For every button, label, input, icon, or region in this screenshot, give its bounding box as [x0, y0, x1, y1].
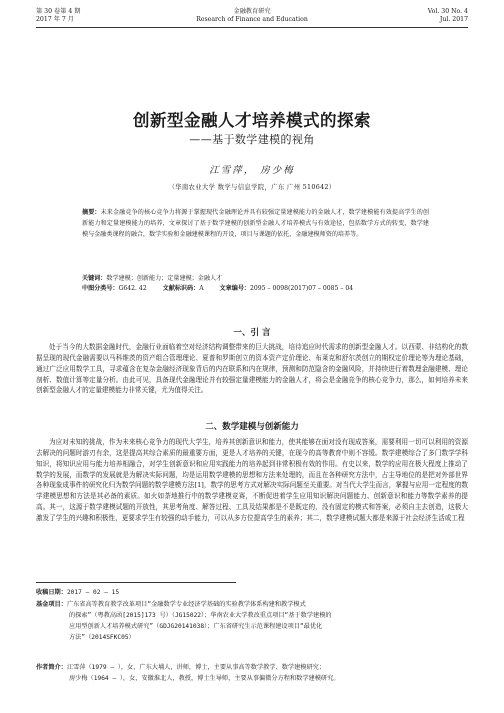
- clc-label: 中图分类号：: [82, 285, 119, 292]
- footnote-divider: [36, 582, 236, 583]
- section-heading-intro: 一、引 言: [233, 328, 271, 338]
- doc-code: A: [199, 285, 204, 292]
- footnote-fund: [36, 599, 444, 643]
- header-divider: [36, 27, 468, 28]
- volume-issue-en: Vol. 30 No. 4: [427, 8, 468, 15]
- modeling-paragraph: 为应对未知的挑战，作为未来核心竞争力的现代大学生，培养其创新意识和能力，使其能够在面对没有现成答案，需要利用一切可以利用的资源去解决的问题时游刃有余，这是提高其综合素质的最重要方面，更是人才培养的关键，在现今的高等教育中则不容缓。数学建模综合了多门数学学科知识，将知识应用与能力培养相融合，对学生创新意识和应用实践能力的培养起到非常积极有效的作用。有史以来，数学的应用在极大程度上推动了数学的发展，而数学的发展就是为解决实际问题，均是运用数学建模的思想和方法来处理的，而且在各种研究方法中，占主导地位的是把对外部世界各种现象成事件的研究化归为数学问题的数学建模方法[1]，数学的思考方式对解决实际问题至关重要。对当代大学生而言，掌握与应用一定程度的数学建模思想和方法是其必备的素质。如火如荼地推行中的数学建模竞赛，不断促进着学生应用知识解决问题能力、创新意识和能力等数学素养的提高。其一，这源于数学建模试题的开放性，其思考角度、解答过程、工具及结果都是不是既定的，没有固定的模式和答案，必须自主去创造，这极大激发了学生的兴趣和积极性，更要求学生有较强的动手能力，可以从多方位提高学生的素养；其二，数学建模试题大都是来源于社会经济生活或工程: [36, 438, 468, 522]
- keywords-text: 数学建模；创新能力；定量建模；金融人才: [106, 275, 223, 282]
- author-bio-2: 房少梅（1964 – ），女，安徽淮北人，教授，博士生导师，主要从事偏微分方程和数学建模研究。: [69, 675, 340, 683]
- received-date: 2017 – 02 – 15: [66, 589, 120, 596]
- clc-number: G642. 42: [118, 285, 147, 292]
- fund-line-3: 应用型创新人才培养模式研究”（GDJG20141038）；广东省研究生示范课程建设项目“最优化: [69, 623, 323, 631]
- abstract: [82, 208, 429, 240]
- abstract-text: 未来金融竞争的核心竞争力将源于掌握现代金融理论并具有较强定量建模能力的金融人才，数学建模能有效提高学生的创新能力和定量建模能力的培养，文章探讨了基于数学建模的创新型金融人才培养模式与有效途径，包括数学方式的转变，数学建模与金融类课程的融合，数学实验和金融建模课程的开设，项目与课题的依托，金融建模师资的培养等。: [82, 209, 430, 238]
- article-subtitle: ——基于数学建模的视角: [189, 133, 315, 146]
- fund-line-1: 广东省高等教育教学改革项目“金融数学专业经济学基础的实验教学体系构建和教学模式: [66, 601, 306, 608]
- journal-name: [36, 8, 468, 24]
- intro-paragraph: 处于当今的大数据金融时代，金融行业面临着空对经济结构调整带来的巨大挑战，培待追应时代需求的创新型金融人才。以西蒙、非结构化的数据呈现的现代金融需要以马科维茨的资产组合管理理论、夏普和罗斯创立的资本资产定价理论、布莱克和舒尔茨创立的期权定价理论等为理论基础，通过广泛应用数学工具，寻求蕴含在复杂金融经济现象背后的内在联系和内在规律，预测和防范隐含的金融风险，并持续进行着数理金融建模、理论剖析、数值计算等定量分析。由此可见，具备现代金融理论并有较强定量建模能力的金融人才，将会是金融竞争的核心竞争力，那么，如何培养未来创新型金融人才的定量建模能力非常关键，尤为值得关注。: [36, 343, 468, 395]
- volume-issue: 第 30 卷第 4 期: [36, 8, 81, 15]
- footnote-received: [36, 587, 444, 598]
- fund-label: 基金项目：: [36, 601, 67, 608]
- keywords-label: 关键词：: [82, 275, 107, 282]
- article-authors: 江雪萍， 房少梅: [209, 165, 295, 176]
- journal-name-en: Research of Finance and Education: [196, 16, 308, 23]
- author-affiliation: （华南农业大学 数学与信息学院，广东 广州 510642）: [168, 183, 336, 191]
- article-id-label: 文章编号：: [219, 285, 251, 292]
- journal-name-cn: 金融教育研究: [233, 8, 271, 15]
- doc-code-label: 文献标识码：: [162, 285, 200, 292]
- article-id: 2095 – 0098(2017)07 – 0085 – 04: [250, 285, 354, 292]
- received-label: 收稿日期：: [36, 589, 67, 596]
- fund-line-4: 方法”（2014SFKC05）: [69, 634, 135, 642]
- author-bio-label: 作者简介：: [36, 664, 67, 671]
- keywords: [82, 274, 429, 284]
- footnote-authors: [36, 662, 444, 684]
- article-title: 创新型金融人才培养模式的探索: [133, 111, 371, 130]
- classification-line: [82, 284, 429, 294]
- fund-line-2: 的探索”（粤教高函[2015]173 号）（JG15022）；华南农业大学教改重点项目“基于数学建模的: [69, 612, 332, 620]
- author-bio-1: 江雪萍（1979 – ），女，广东大埔人，讲师，博士，主要从事高等数学教学、数学建模研究；: [66, 664, 326, 671]
- issue-date-en: Jul. 2017: [439, 16, 468, 23]
- issue-date: 2017 年 7 月: [36, 16, 74, 23]
- issue-info-en: [428, 8, 468, 24]
- section-heading-modeling: 二、数学建模与创新能力: [205, 422, 299, 432]
- abstract-label: 摘要：: [82, 209, 101, 216]
